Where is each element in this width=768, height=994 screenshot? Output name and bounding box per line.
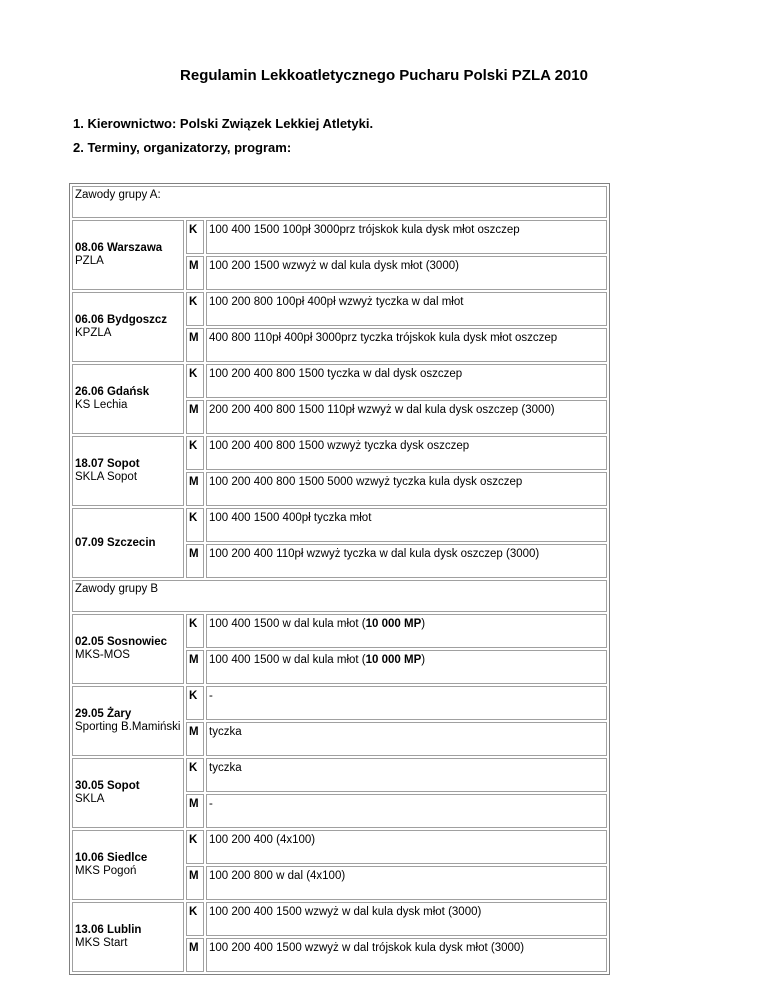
event-program (206, 650, 607, 684)
event-place (72, 364, 184, 434)
event-row (72, 686, 607, 720)
event-place (72, 508, 184, 578)
event-place (72, 830, 184, 900)
event-row (72, 292, 607, 326)
program-text: 100 200 400 800 1500 wzwyż tyczka dysk oszczep (209, 440, 470, 452)
sex-label: K (186, 508, 204, 542)
event-organizer: MKS Start (75, 937, 128, 949)
program-text: 100 400 1500 w dal kula młot ( (209, 654, 366, 666)
schedule-table (69, 183, 610, 975)
sex-label: K (186, 614, 204, 648)
event-program (206, 866, 607, 900)
event-organizer: Sporting B.Mamiński (75, 721, 181, 733)
event-date-city: 26.06 Gdańsk (75, 386, 150, 398)
event-program (206, 328, 607, 362)
program-text: 100 400 1500 w dal kula młot ( (209, 618, 366, 630)
event-date-city: 02.05 Sosnowiec (75, 636, 168, 648)
program-text: 100 200 800 w dal (4x100) (209, 870, 346, 882)
event-program (206, 902, 607, 936)
event-program (206, 256, 607, 290)
event-date-city: 18.07 Sopot (75, 458, 140, 470)
program-end-text: ) (421, 618, 426, 630)
event-program (206, 472, 607, 506)
event-program (206, 830, 607, 864)
section-heading-1: 1. Kierownictwo: Polski Związek Lekkiej Atletyki. (73, 116, 374, 131)
event-place (72, 902, 184, 972)
event-program (206, 364, 607, 398)
event-program (206, 758, 607, 792)
program-text: tyczka (209, 762, 242, 774)
program-text: 400 800 110pł 400pł 3000prz tyczka trójskok kula dysk młot oszczep (209, 332, 558, 344)
event-row (72, 220, 607, 254)
sex-label: M (186, 866, 204, 900)
event-row (72, 830, 607, 864)
event-program (206, 794, 607, 828)
program-text: 100 200 400 1500 wzwyż w dal kula dysk młot (3000) (209, 906, 482, 918)
event-date-city: 29.05 Żary (75, 708, 132, 720)
event-program (206, 544, 607, 578)
event-organizer: MKS Pogoń (75, 865, 137, 877)
event-row (72, 902, 607, 936)
event-program (206, 436, 607, 470)
event-row (72, 364, 607, 398)
event-program (206, 508, 607, 542)
sex-label: K (186, 220, 204, 254)
program-text: 100 200 400 (4x100) (209, 834, 316, 846)
event-place (72, 614, 184, 684)
event-date-city: 10.06 Siedlce (75, 852, 148, 864)
event-program (206, 220, 607, 254)
event-program (206, 938, 607, 972)
event-date-city: 30.05 Sopot (75, 780, 140, 792)
event-row (72, 436, 607, 470)
program-text: 100 200 400 800 1500 5000 wzwyż tyczka kula dysk oszczep (209, 476, 523, 488)
sex-label: M (186, 256, 204, 290)
sex-label: K (186, 686, 204, 720)
sex-label: K (186, 830, 204, 864)
sex-label: M (186, 650, 204, 684)
event-place (72, 686, 184, 756)
event-row (72, 508, 607, 542)
section-heading-2: 2. Terminy, organizatorzy, program: (73, 140, 292, 155)
program-bold-text: 10 000 MP (365, 618, 422, 630)
program-text: tyczka (209, 726, 242, 738)
event-place (72, 436, 184, 506)
event-row (72, 758, 607, 792)
group-header-row (72, 186, 607, 218)
program-text: 100 400 1500 100pł 3000prz trójskok kula dysk młot oszczep (209, 224, 520, 236)
document-title: Regulamin Lekkoatletycznego Pucharu Polski PZLA 2010 (180, 67, 588, 84)
event-program (206, 722, 607, 756)
event-organizer: SKLA Sopot (75, 471, 138, 483)
sex-label: M (186, 400, 204, 434)
event-program (206, 292, 607, 326)
event-organizer: SKLA (75, 793, 105, 805)
sex-label: K (186, 292, 204, 326)
event-date-city: 08.06 Warszawa (75, 242, 163, 254)
program-text: 100 200 1500 wzwyż w dal kula dysk młot (3000) (209, 260, 459, 272)
event-organizer: PZLA (75, 255, 104, 267)
event-program (206, 400, 607, 434)
event-place (72, 292, 184, 362)
program-text: 100 400 1500 400pł tyczka młot (209, 512, 372, 524)
sex-label: K (186, 902, 204, 936)
sex-label: M (186, 722, 204, 756)
sex-label: K (186, 758, 204, 792)
program-text: 100 200 400 1500 wzwyż w dal trójskok kula dysk młot (3000) (209, 942, 525, 954)
group-label: Zawody grupy B (72, 580, 607, 612)
group-label: Zawody grupy A: (72, 186, 607, 218)
program-bold-text: 10 000 MP (365, 654, 422, 666)
sex-label: M (186, 794, 204, 828)
event-organizer: MKS-MOS (75, 649, 130, 661)
sex-label: K (186, 436, 204, 470)
event-date-city: 06.06 Bydgoszcz (75, 314, 168, 326)
sex-label: K (186, 364, 204, 398)
event-date-city: 07.09 Szczecin (75, 536, 156, 549)
sex-label: M (186, 544, 204, 578)
event-organizer: KPZLA (75, 327, 112, 339)
sex-label: M (186, 472, 204, 506)
sex-label: M (186, 938, 204, 972)
program-text: 100 200 400 800 1500 tyczka w dal dysk oszczep (209, 368, 463, 380)
event-program (206, 614, 607, 648)
event-date-city: 13.06 Lublin (75, 924, 142, 936)
program-text: 100 200 800 100pł 400pł wzwyż tyczka w dal młot (209, 296, 464, 308)
program-text: 100 200 400 110pł wzwyż tyczka w dal kula dysk oszczep (3000) (209, 548, 540, 560)
program-text: - (209, 690, 213, 702)
group-header-row (72, 580, 607, 612)
event-program (206, 686, 607, 720)
event-organizer: KS Lechia (75, 399, 128, 411)
program-text: - (209, 798, 213, 810)
program-text: 200 200 400 800 1500 110pł wzwyż w dal kula dysk oszczep (3000) (209, 404, 555, 416)
event-place (72, 220, 184, 290)
program-end-text: ) (421, 654, 426, 666)
event-place (72, 758, 184, 828)
event-row (72, 614, 607, 648)
sex-label: M (186, 328, 204, 362)
